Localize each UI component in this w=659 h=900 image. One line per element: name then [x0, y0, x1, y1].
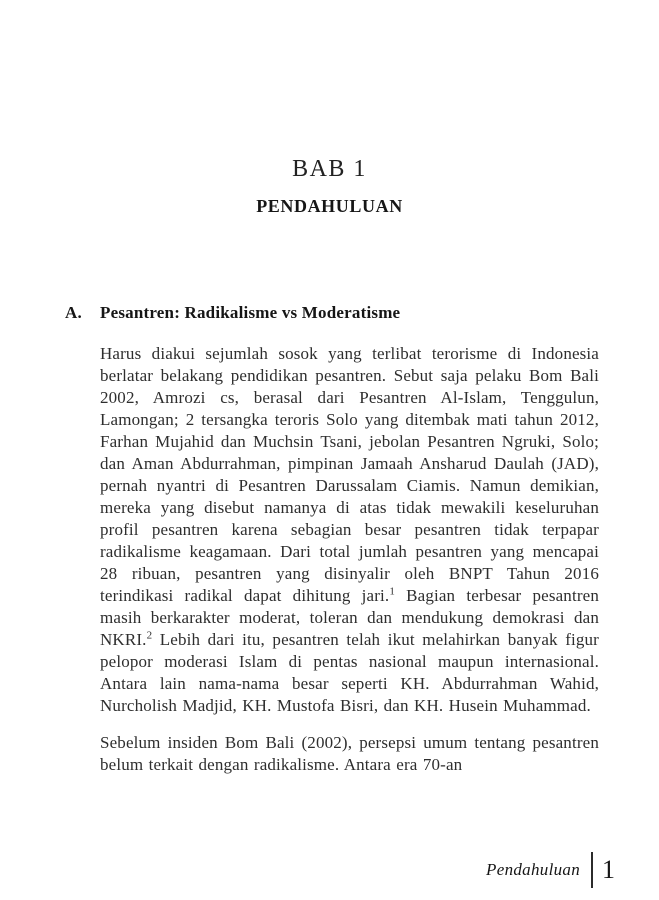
footer-divider: [591, 852, 593, 888]
section-title: Pesantren: Radikalisme vs Moderatisme: [100, 303, 401, 322]
footnote-ref-1: 1: [389, 585, 395, 598]
paragraph-2: Sebelum insiden Bom Bali (2002), persepsi umum tentang pesantren belum terkait dengan radikalisme. Antara era 70-an: [100, 733, 599, 774]
paragraph-1: [100, 343, 599, 717]
paragraph-1-text: Bagian terbesar pesantren masih berkarakter moderat, toleran dan mendukung demokrasi dan NKRI.: [100, 586, 599, 649]
paragraph-1-text: Lebih dari itu, pesantren telah ikut melahirkan banyak figur pelopor moderasi Islam di pentas nasional maupun internasional. Antara lain nama-nama besar seperti KH. Abdurrahman Wahid, Nurcholish Madjid, KH. Mustofa Bisri, dan KH. Husein Muhammad.: [100, 630, 599, 715]
section-letter: A.: [65, 303, 82, 322]
page-body: [65, 303, 599, 776]
section-heading: [65, 303, 599, 323]
paragraph-1-text: Harus diakui sejumlah sosok yang terlibat terorisme di Indonesia berlatar belakang pendidikan pesantren. Sebut saja pelaku Bom Bali 2002, Amrozi cs, berasal dari Pesantren Al-Islam, Tenggulun, Lamongan; 2 tersangka teroris Solo yang ditembak mati tahun 2012, Farhan Mujahid dan Muchsin Tsani, jebolan Pesantren Ngruki, Solo; dan Aman Abdurrahman, pimpinan Jamaah Ansharud Daulah (JAD), pernah nyantri di Pesantren Darussalam Ciamis. Namun demikian, mereka yang disebut namanya di atas tidak mewakili keseluruhan profil pesantren karena sebagian besar pesantren tidak terpapar radikalisme keagamaan. Dari total jumlah pesantren yang mencapai 28 ribuan, pesantren yang disinyalir oleh BNPT Tahun 2016 terindikasi radikal dapat dihitung jari.: [100, 344, 599, 605]
footnote-ref-2: 2: [146, 629, 153, 642]
chapter-title: PENDAHULUAN: [256, 196, 403, 216]
chapter-label: BAB 1: [292, 156, 367, 182]
page-number: 1: [602, 855, 615, 884]
page-footer: [486, 852, 615, 888]
running-title: Pendahuluan: [486, 860, 580, 879]
chapter-head: [0, 0, 659, 217]
